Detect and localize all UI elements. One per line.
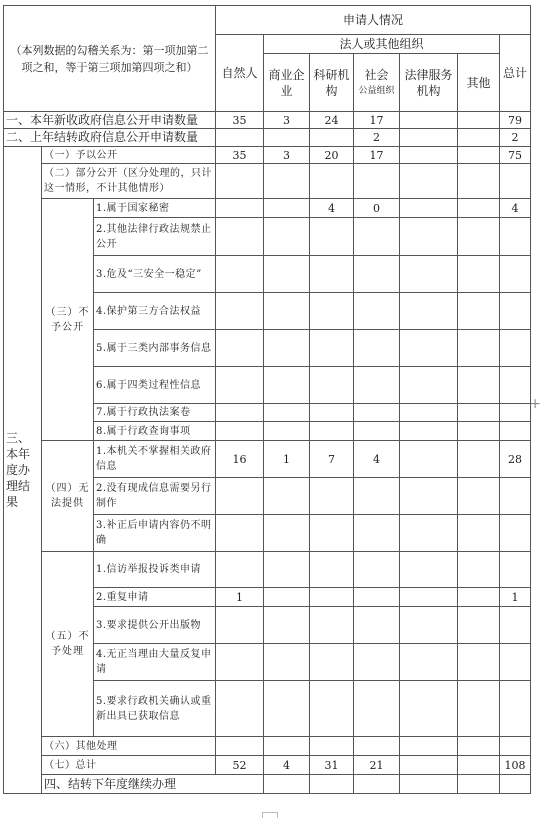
cell-other — [458, 552, 500, 588]
cell-total — [500, 218, 531, 256]
cell-sci — [310, 422, 354, 441]
cell-social: 17 — [354, 112, 400, 129]
cell-biz — [264, 218, 310, 256]
cell-sci — [310, 367, 354, 404]
cell-biz — [264, 644, 310, 681]
cell-natural — [216, 164, 264, 199]
group-3-label: （三）不予公开 — [42, 199, 94, 441]
cell-natural — [216, 256, 264, 293]
cell-natural: 35 — [216, 147, 264, 164]
table-row — [4, 756, 531, 775]
resize-handle[interactable] — [262, 812, 278, 818]
cell-natural — [216, 129, 264, 147]
cell-sci: 24 — [310, 112, 354, 129]
row-label: 6.属于四类过程性信息 — [94, 367, 216, 404]
col-social — [354, 54, 400, 112]
row-label: 3.要求提供公开出版物 — [94, 607, 216, 644]
row-label: 2.重复申请 — [94, 588, 216, 607]
cell-legal — [400, 515, 458, 552]
cell-legal — [400, 422, 458, 441]
row-label: 3.危及“三安全一稳定” — [94, 256, 216, 293]
cell-total: 79 — [500, 112, 531, 129]
cell-total: 75 — [500, 147, 531, 164]
cell-social: 2 — [354, 129, 400, 147]
cell-sci — [310, 164, 354, 199]
cell-other — [458, 367, 500, 404]
cell-total — [500, 515, 531, 552]
table-row — [4, 775, 531, 794]
cell-total: 1 — [500, 588, 531, 607]
cell-legal — [400, 404, 458, 422]
cell-sci — [310, 644, 354, 681]
cell-social — [354, 404, 400, 422]
org-group-header: 法人或其他组织 — [264, 35, 500, 54]
cell-legal — [400, 681, 458, 737]
cell-legal — [400, 199, 458, 218]
table-row — [4, 441, 531, 478]
cell-other — [458, 422, 500, 441]
cell-social: 4 — [354, 441, 400, 478]
cell-social — [354, 737, 400, 756]
cell-total: 4 — [500, 199, 531, 218]
cell-natural: 35 — [216, 112, 264, 129]
table-row — [4, 737, 531, 756]
cell-total: 108 — [500, 756, 531, 775]
cell-biz — [264, 367, 310, 404]
cell-social — [354, 422, 400, 441]
cell-legal — [400, 552, 458, 588]
cell-legal — [400, 441, 458, 478]
cell-other — [458, 199, 500, 218]
cell-social — [354, 293, 400, 330]
row-label: 8.属于行政查询事项 — [94, 422, 216, 441]
cell-total — [500, 478, 531, 515]
cell-biz — [264, 681, 310, 737]
cell-total — [500, 293, 531, 330]
cell-natural — [264, 775, 310, 794]
cell-other — [458, 607, 500, 644]
cell-legal — [400, 129, 458, 147]
row-label: （六）其他处理 — [42, 737, 216, 756]
cell-legal — [400, 330, 458, 367]
cell-natural — [216, 367, 264, 404]
group-5-label: （五）不予处理 — [42, 552, 94, 737]
col-other: 其他 — [458, 54, 500, 112]
cell-total — [500, 164, 531, 199]
cell-total — [500, 367, 531, 404]
cell-sci — [310, 478, 354, 515]
cell-total — [500, 552, 531, 588]
cell-social: 17 — [354, 147, 400, 164]
cell-biz — [264, 422, 310, 441]
cell-other — [458, 756, 500, 775]
cell-natural — [216, 404, 264, 422]
cell-biz — [264, 199, 310, 218]
cell-biz — [264, 737, 310, 756]
row-label: 3.补正后申请内容仍不明确 — [94, 515, 216, 552]
table-row — [4, 199, 531, 218]
cell-sci — [310, 552, 354, 588]
cell-sci — [310, 588, 354, 607]
cell-social — [400, 775, 458, 794]
row-label: （七）总计 — [42, 756, 216, 775]
cell-legal — [400, 644, 458, 681]
cell-other — [458, 330, 500, 367]
cell-other — [458, 164, 500, 199]
disclosure-table — [3, 5, 531, 794]
cell-natural — [216, 515, 264, 552]
cell-natural — [216, 330, 264, 367]
cell-natural — [216, 218, 264, 256]
row-label: 1.本机关不掌握相关政府信息 — [94, 441, 216, 478]
col-natural: 自然人 — [216, 35, 264, 112]
cell-biz — [264, 330, 310, 367]
col-sci: 科研机构 — [310, 54, 354, 112]
cell-legal — [400, 737, 458, 756]
cell-biz — [310, 775, 354, 794]
cell-legal — [400, 147, 458, 164]
row-label: 1.信访举报投诉类申请 — [94, 552, 216, 588]
row-label: （一）予以公开 — [42, 147, 216, 164]
cell-total — [500, 607, 531, 644]
cell-legal — [400, 588, 458, 607]
cell-sci: 31 — [310, 756, 354, 775]
cell-sci: 4 — [310, 199, 354, 218]
row-label: 2.其他法律行政法规禁止公开 — [94, 218, 216, 256]
cell-sci — [354, 775, 400, 794]
cell-biz — [264, 588, 310, 607]
cell-social — [354, 218, 400, 256]
cell-other — [458, 404, 500, 422]
table-row — [4, 164, 531, 199]
cell-other — [458, 129, 500, 147]
row-label: 二、上年结转政府信息公开申请数量 — [4, 129, 216, 147]
cell-social — [354, 256, 400, 293]
cell-biz — [264, 256, 310, 293]
cell-natural: 16 — [216, 441, 264, 478]
cell-biz — [264, 164, 310, 199]
cell-legal — [400, 218, 458, 256]
row-label: 一、本年新收政府信息公开申请数量 — [4, 112, 216, 129]
section-3-label: 三、本年度办理结果 — [4, 147, 42, 794]
cell-legal — [400, 607, 458, 644]
cell-sci — [310, 293, 354, 330]
cell-legal — [400, 256, 458, 293]
cell-natural — [216, 737, 264, 756]
cell-total — [500, 422, 531, 441]
row-label: （二）部分公开（区分处理的，只计这一情形，不计其他情形） — [42, 164, 216, 199]
cell-biz: 1 — [264, 441, 310, 478]
cell-biz — [264, 515, 310, 552]
add-row-handle-icon[interactable]: + — [529, 396, 541, 412]
cell-legal — [400, 756, 458, 775]
col-social-label: 社会 — [364, 67, 389, 82]
row-label: 4.无正当理由大量反复申请 — [94, 644, 216, 681]
cell-sci — [310, 129, 354, 147]
cell-sci — [310, 737, 354, 756]
row-label: 四、结转下年度继续办理 — [42, 775, 264, 794]
cell-natural — [216, 607, 264, 644]
cell-social — [354, 681, 400, 737]
cell-other — [500, 775, 531, 794]
cell-legal — [458, 775, 500, 794]
cell-biz — [264, 293, 310, 330]
col-social-sub: 公益组织 — [358, 85, 395, 96]
cell-other — [458, 218, 500, 256]
cell-sci — [310, 681, 354, 737]
col-legal: 法律服务机构 — [400, 54, 458, 112]
cell-other — [458, 441, 500, 478]
cell-natural — [216, 552, 264, 588]
cell-other — [458, 681, 500, 737]
cell-biz — [264, 478, 310, 515]
col-total: 总计 — [500, 35, 531, 112]
cell-total — [500, 256, 531, 293]
cell-natural — [216, 681, 264, 737]
cell-other — [458, 588, 500, 607]
cell-other — [458, 737, 500, 756]
cell-sci — [310, 256, 354, 293]
cell-social — [354, 367, 400, 404]
cell-total — [500, 644, 531, 681]
cell-social — [354, 330, 400, 367]
cell-legal — [400, 367, 458, 404]
cell-social — [354, 478, 400, 515]
cell-sci — [310, 218, 354, 256]
table-row — [4, 112, 531, 129]
cell-total — [500, 404, 531, 422]
cell-other — [458, 147, 500, 164]
cell-other — [458, 112, 500, 129]
cell-natural — [216, 293, 264, 330]
cell-other — [458, 515, 500, 552]
group-4-label: （四）无法提供 — [42, 441, 94, 552]
cell-natural — [216, 422, 264, 441]
cell-biz — [264, 404, 310, 422]
row-label: 2.没有现成信息需要另行制作 — [94, 478, 216, 515]
cell-legal — [400, 112, 458, 129]
cell-natural: 52 — [216, 756, 264, 775]
cell-social — [354, 607, 400, 644]
cell-sci: 20 — [310, 147, 354, 164]
cell-other — [458, 256, 500, 293]
cell-total — [500, 737, 531, 756]
cell-biz: 4 — [264, 756, 310, 775]
cell-sci — [310, 515, 354, 552]
row-label: 7.属于行政执法案卷 — [94, 404, 216, 422]
row-label: 5.要求行政机关确认或重新出具已获取信息 — [94, 681, 216, 737]
cell-social: 0 — [354, 199, 400, 218]
cell-total: 2 — [500, 129, 531, 147]
cell-sci — [310, 607, 354, 644]
cell-total — [500, 330, 531, 367]
cell-social — [354, 644, 400, 681]
cell-biz — [264, 552, 310, 588]
col-biz: 商业企业 — [264, 54, 310, 112]
cell-sci — [310, 404, 354, 422]
cell-biz: 3 — [264, 147, 310, 164]
cell-total — [500, 681, 531, 737]
cell-social: 21 — [354, 756, 400, 775]
cell-biz: 3 — [264, 112, 310, 129]
cell-social — [354, 552, 400, 588]
cell-biz — [264, 607, 310, 644]
cell-natural — [216, 478, 264, 515]
row-label: 5.属于三类内部事务信息 — [94, 330, 216, 367]
cell-natural: 1 — [216, 588, 264, 607]
cell-other — [458, 644, 500, 681]
cell-total: 28 — [500, 441, 531, 478]
relation-note: （本列数据的勾稽关系为：第一项加第二项之和，等于第三项加第四项之和） — [4, 6, 216, 112]
row-label: 4.保护第三方合法权益 — [94, 293, 216, 330]
cell-other — [458, 478, 500, 515]
cell-sci — [310, 330, 354, 367]
cell-biz — [264, 129, 310, 147]
applicant-header: 申请人情况 — [216, 6, 531, 35]
cell-social — [354, 588, 400, 607]
cell-sci: 7 — [310, 441, 354, 478]
table-row — [4, 552, 531, 588]
table-row — [4, 147, 531, 164]
cell-natural — [216, 644, 264, 681]
cell-social — [354, 515, 400, 552]
cell-legal — [400, 293, 458, 330]
cell-legal — [400, 478, 458, 515]
cell-natural — [216, 199, 264, 218]
cell-other — [458, 293, 500, 330]
table-row — [4, 129, 531, 147]
cell-social — [354, 164, 400, 199]
cell-legal — [400, 164, 458, 199]
row-label: 1.属于国家秘密 — [94, 199, 216, 218]
